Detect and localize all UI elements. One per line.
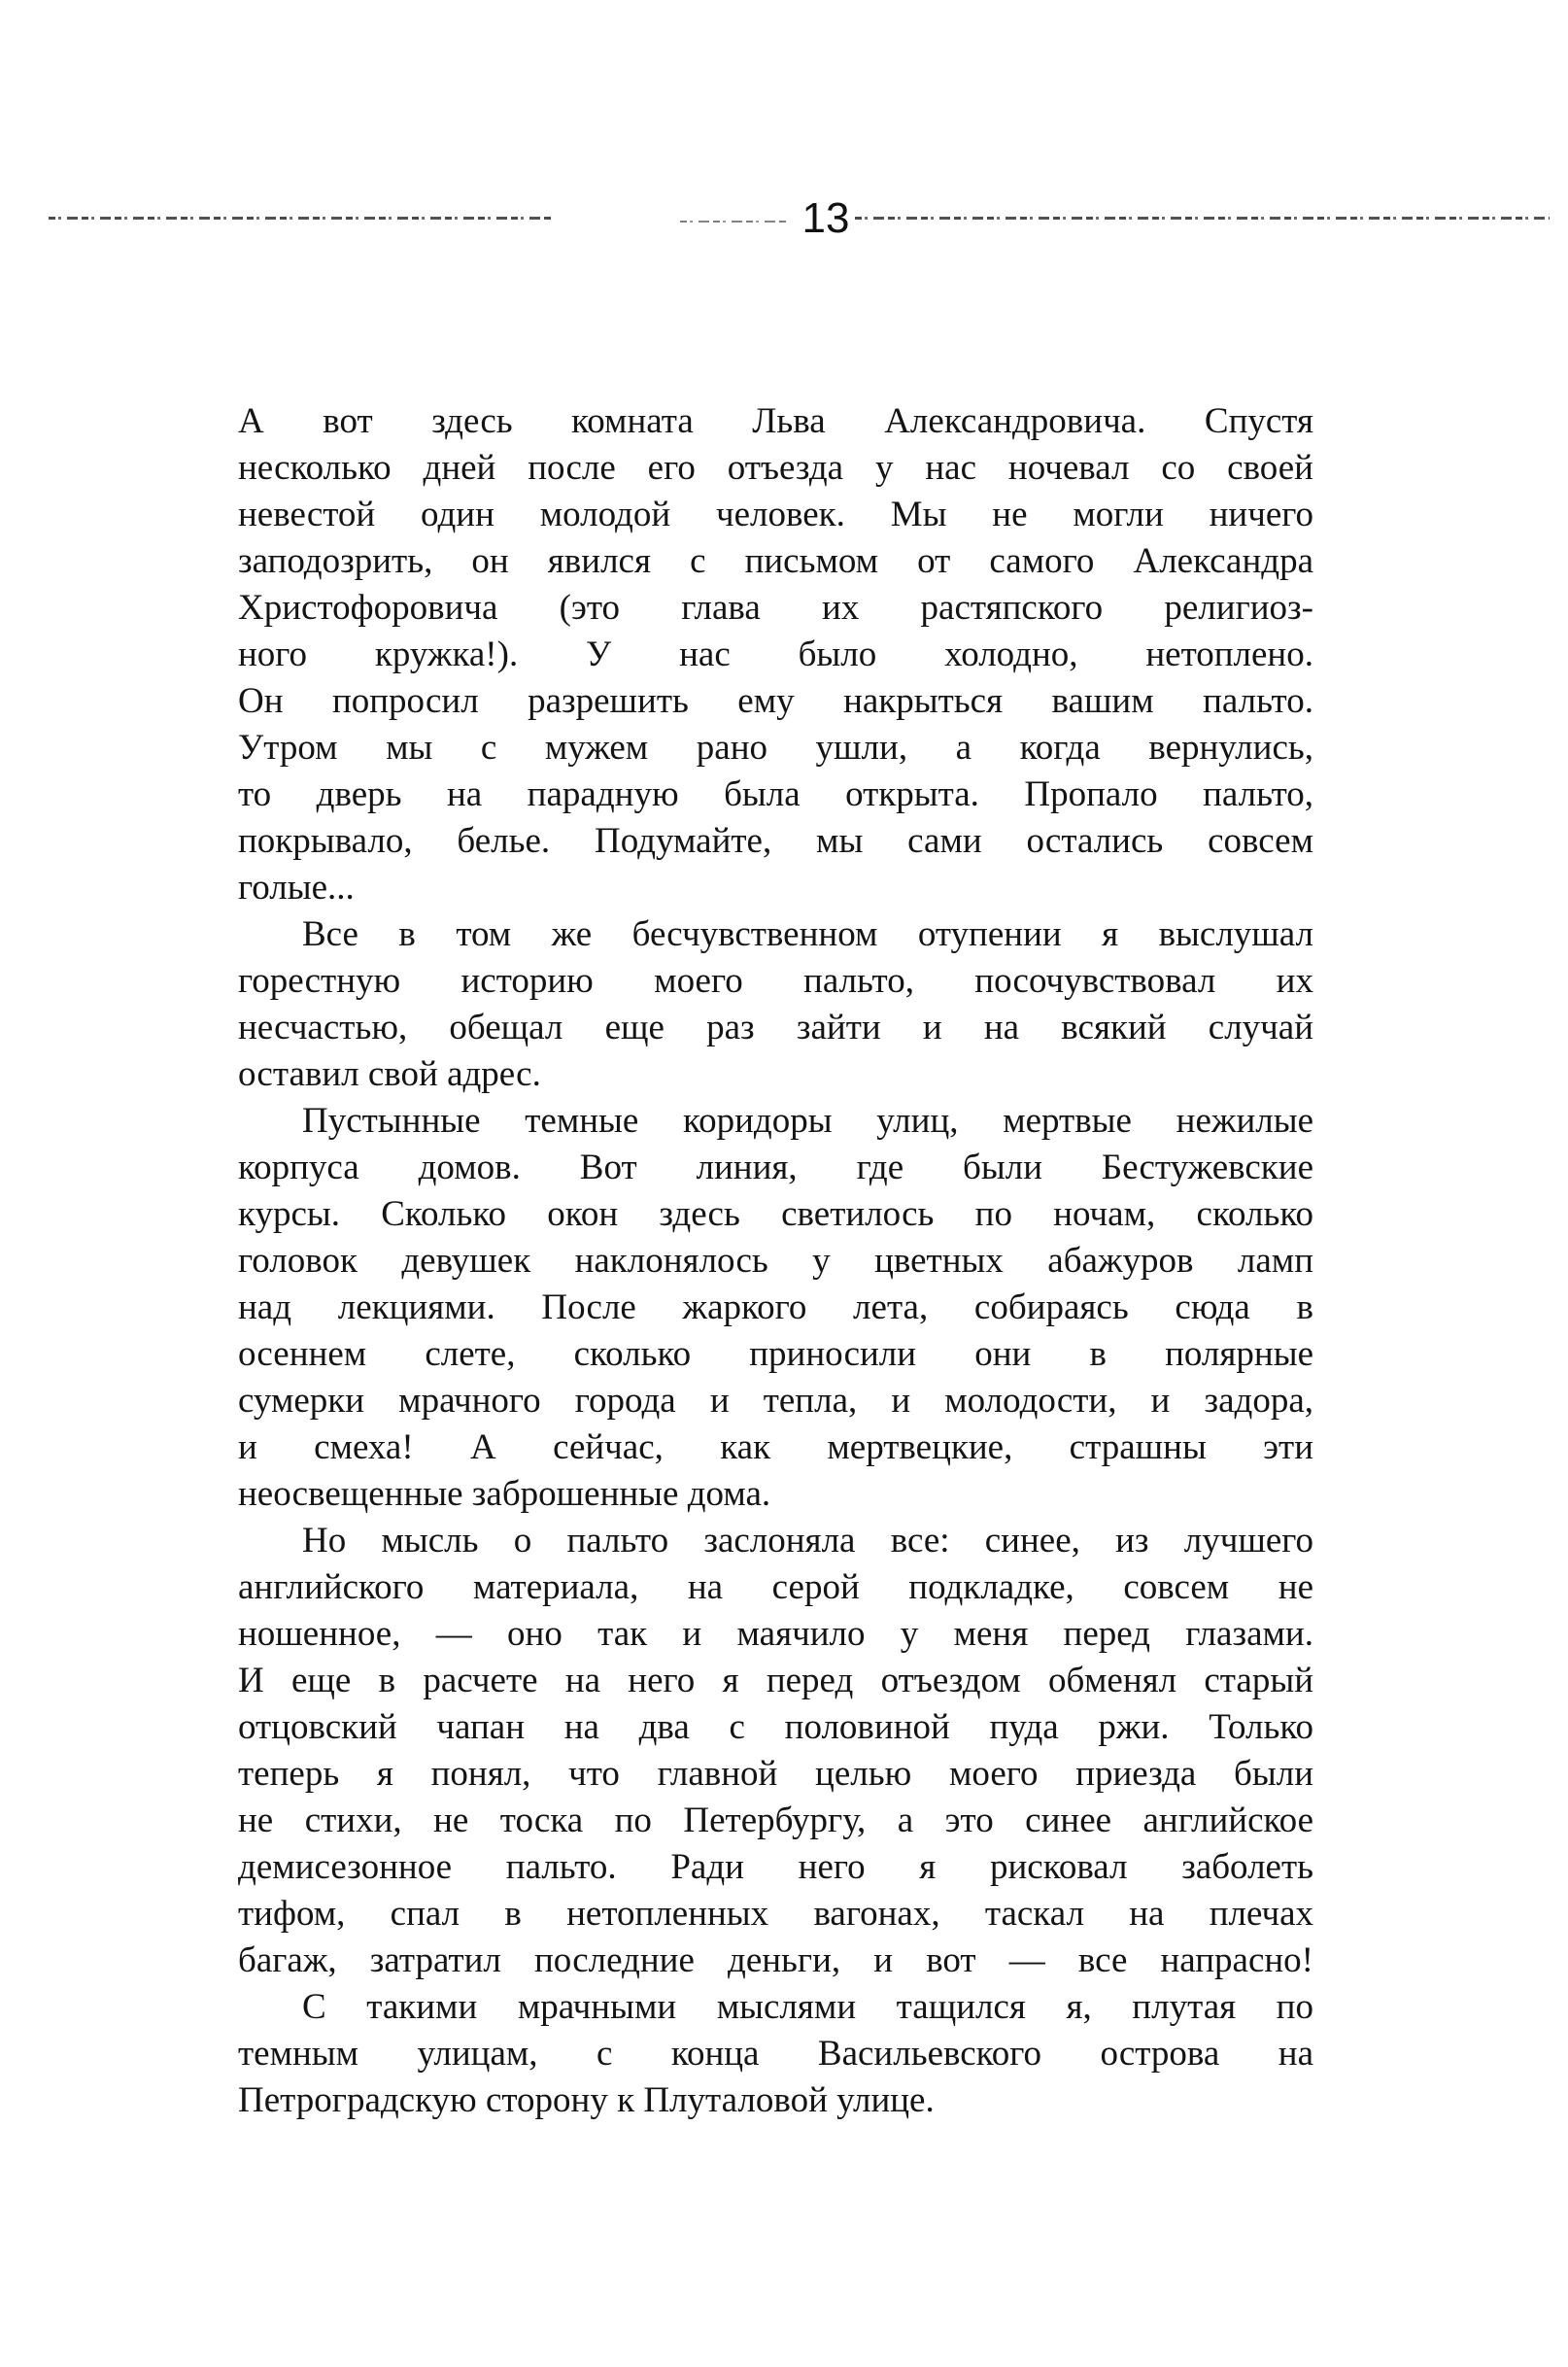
text-line: Утром мы с мужем рано ушли, а когда вернулись, xyxy=(238,728,1313,768)
text-line: Христофоровича (это глава их растяпского религиоз- xyxy=(238,588,1313,628)
text-line: несколько дней после его отъезда у нас ночевал со своей xyxy=(238,448,1313,488)
text-line: С такими мрачными мыслями тащился я, плутая по xyxy=(302,1987,1313,2027)
text-line: ношенное, — оно так и маячило у меня перед глазами. xyxy=(238,1614,1313,1654)
text-line: Все в том же бесчувственном отупении я выслушал xyxy=(302,914,1313,954)
text-line: несчастью, обещал еще раз зайти и на всякий случай xyxy=(238,1008,1313,1047)
text-line: то дверь на парадную была открыта. Пропало пальто, xyxy=(238,774,1313,814)
text-line: горестную историю моего пальто, посочувствовал их xyxy=(238,961,1313,1001)
text-line: теперь я понял, что главной целью моего приезда были xyxy=(238,1754,1313,1794)
text-line: отцовский чапан на два с половиной пуда ржи. Только xyxy=(238,1707,1313,1747)
text-line: И еще в расчете на него я перед отъездом обменял старый xyxy=(238,1661,1313,1700)
text-line: неосвещенные заброшенные дома. xyxy=(238,1474,771,1514)
text-line: и смеха! А сейчас, как мертвецкие, страшны эти xyxy=(238,1427,1313,1467)
text-line: Петроградскую сторону к Плуталовой улице. xyxy=(238,2080,935,2120)
text-line: оставил свой адрес. xyxy=(238,1054,541,1094)
text-line: заподозрить, он явился с письмом от самого Александра xyxy=(238,541,1313,581)
header-rule-dashes xyxy=(680,221,787,223)
text-line: корпуса домов. Вот линия, где были Бестужевские xyxy=(238,1148,1313,1187)
text-line: темным улицам, с конца Васильевского острова на xyxy=(238,2034,1313,2074)
text-line: голые... xyxy=(238,868,355,908)
text-line: демисезонное пальто. Ради него я рисковал заболеть xyxy=(238,1847,1313,1887)
text-line: сумерки мрачного города и тепла, и молодости, и задора, xyxy=(238,1381,1313,1421)
page-number: 13 xyxy=(801,194,850,242)
text-line: невестой один молодой человек. Мы не могли ничего xyxy=(238,495,1313,534)
text-line: Пустынные темные коридоры улиц, мертвые нежилые xyxy=(302,1101,1313,1141)
text-line: ного кружка!). У нас было холодно, нетоплено. xyxy=(238,635,1313,674)
text-line: курсы. Сколько окон здесь светилось по ночам, сколько xyxy=(238,1194,1313,1234)
text-line: тифом, спал в нетопленных вагонах, таскал на плечах xyxy=(238,1894,1313,1934)
text-line: багаж, затратил последние деньги, и вот — все напрасно! xyxy=(238,1940,1313,1980)
header-rule-left xyxy=(49,217,554,220)
text-line: головок девушек наклонялось у цветных абажуров ламп xyxy=(238,1241,1313,1281)
text-line: английского материала, на серой подкладке, совсем не xyxy=(238,1567,1313,1607)
running-header xyxy=(49,194,1550,243)
text-line: не стихи, не тоска по Петербургу, а это синее английское xyxy=(238,1801,1313,1840)
text-line: осеннем слете, сколько приносили они в полярные xyxy=(238,1334,1313,1374)
text-line: покрывало, белье. Подумайте, мы сами остались совсем xyxy=(238,821,1313,861)
text-line: Но мысль о пальто заслоняла все: синее, из лучшего xyxy=(302,1521,1313,1561)
text-line: А вот здесь комната Льва Александровича. Спустя xyxy=(238,401,1313,441)
header-rule-right xyxy=(855,217,1550,220)
text-body xyxy=(238,398,1313,2124)
text-line: Он попросил разрешить ему накрыться вашим пальто. xyxy=(238,681,1313,721)
text-line: над лекциями. После жаркого лета, собираясь сюда в xyxy=(238,1287,1313,1327)
